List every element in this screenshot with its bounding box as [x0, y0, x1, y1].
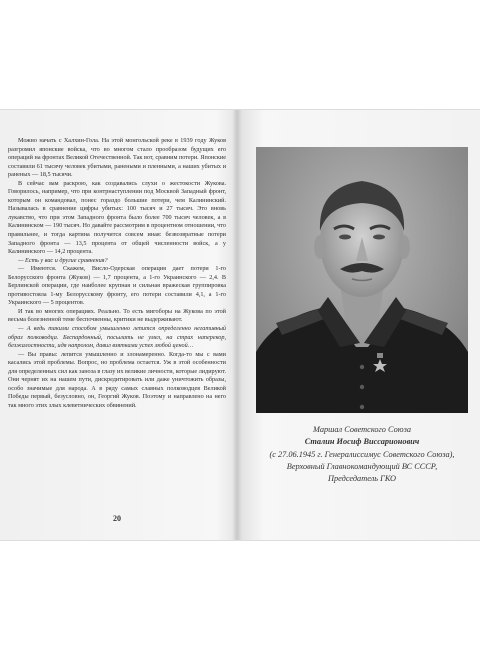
interviewer-question: — Есть у вас и другие сравнения? — [18, 256, 108, 264]
body-text — [8, 137, 226, 411]
caption-line-rank: Маршал Советского Союза — [313, 425, 411, 434]
interviewer-question: — А ведь такими способом умышленно лепится определенно негативный образ полководца. Беспардонный, посылать не умел, на страх наперекор, безжалостности, идя напролом, давил взятками успех любой ценой… — [8, 325, 226, 350]
left-page — [8, 137, 226, 537]
page-number: 20 — [113, 514, 121, 523]
caption-line-office: Председатель ГКО — [328, 474, 396, 484]
portrait-photo — [256, 147, 468, 413]
caption-line-name: Сталин Иосиф Виссарионович — [304, 437, 420, 447]
right-page — [248, 110, 476, 540]
portrait-illustration — [256, 147, 468, 413]
caption-line-title: (с 27.06.1945 г. Генералиссимус Советского Союза), — [269, 449, 455, 459]
paragraph: В сейчас вам раскрою, как создавались слухи о жестокости Жукова. Говорилось, например, что при контрнаступлении под Москвой Западный фронт, которым он командовал, понес гораздо большие потери, чем Калининский. Называлась в сравнение цифры убитых: 100 тысяч и 27 тысяч. Это вновь лукавство, что при этом Западного фронта было более 700 тысяч человек, а в Калининском — 190 тысяч. Но давайте рассмотрим в процентном отношении, что правильнее, и тогда картина получится совсем иная: безвозвратные потери Западного фронта — 13,5 процента от общей численности войск, а у Калининского — 14,2 процента. — [8, 179, 226, 256]
paragraph: — Имеются. Скажем, Висло-Одерская операция дает потери 1-го Белорусского фронта (Жуков) — 1,7 процента, а 1-го Украинского — 2,4. В Берлинской операции, где наиболее крупная и сильная вражеская группировка противостояла 1-му Белорусскому фронту, его потери составили 4,1, а 1-го Украинского — 5 процентов. — [8, 265, 226, 307]
portrait-caption — [248, 424, 476, 485]
book-gutter — [232, 110, 242, 540]
paragraph: — Вы правы: лепится умышленно и злонамеренно. Когда-то мы с вами касались этой проблемы. Вопрос, но проблема остается. Уж в этой особенности для определенных сил как заноза в глазу их великие личности, которые лидируют. Они чернят их на нашем пути, дискредитировать или даже уничтожить образы, особо значимые для народа. А в ряду самых славных полководцев Великой Победы первый, безусловно, он, Георгий Жуков. Поэтому и направлено на него так много этих злых клеветнических обвинений. — [8, 350, 226, 409]
paragraph: Можно начать с Халхин-Гола. На этой монгольской реке в 1939 году Жуков разгромил японские войска, что во многом стало прообразом будущих его операций на фронтах Великой Отечественной. Так вот, сравним потери. Японские составили 61 тысячу человек убитыми, ранеными и пленными, а наших убитых и раненых — 18,5 тысячи. — [8, 137, 226, 179]
paragraph: И так во многих операциях. Реально. То есть мигоборы на Жукова по этой весьма болезненной теме беспочвенны, критики не выдерживают. — [8, 307, 226, 324]
open-book-spread — [0, 110, 480, 540]
caption-line-position: Верховный Главнокомандующий ВС СССР, — [286, 461, 438, 471]
